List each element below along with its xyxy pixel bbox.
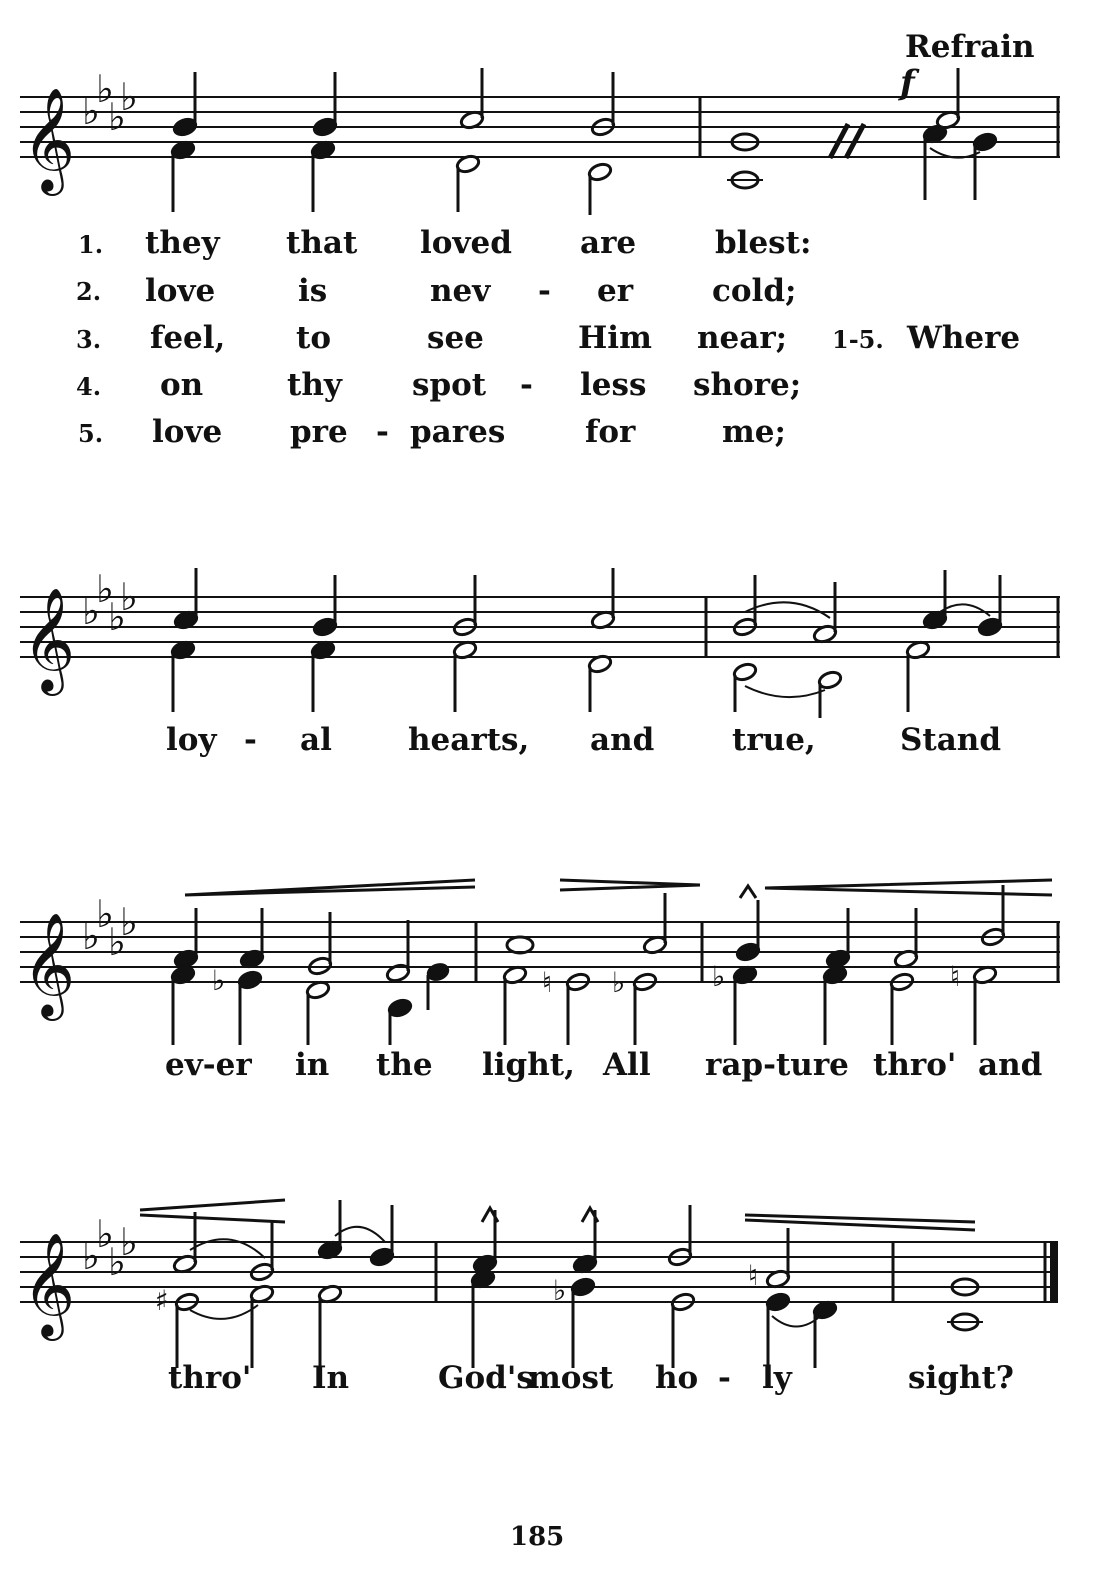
lyric-word: to	[296, 320, 331, 356]
key-signature-flats	[82, 567, 138, 639]
svg-text:♭: ♭	[108, 595, 126, 639]
lyric-word: cold;	[712, 273, 797, 309]
svg-text:♭: ♭	[120, 900, 138, 944]
lyric-word: All	[603, 1047, 651, 1083]
lyric-word: that	[286, 225, 358, 261]
lyric-word: is	[298, 273, 328, 309]
lyric-hyphen: -	[718, 1360, 731, 1396]
lyric-word: true,	[732, 722, 816, 758]
lyric-hyphen: -	[520, 367, 533, 403]
lyric-word: love	[145, 273, 216, 309]
lyric-word: Stand	[900, 722, 1002, 758]
lyric-word: and	[978, 1047, 1043, 1083]
treble-clef-icon: 𝄞	[22, 587, 76, 692]
lyric-word: nev	[430, 273, 491, 309]
lyric-word: they	[145, 225, 220, 261]
lyric-word: ev-er	[165, 1047, 252, 1083]
svg-text:♭: ♭	[82, 589, 100, 633]
staff-system-3	[0, 870, 1102, 1060]
lyric-word: shore;	[693, 367, 802, 403]
hairpin-decrescendo	[140, 1200, 975, 1230]
lyric-word: are	[580, 225, 637, 261]
dynamic-forte: f	[900, 63, 915, 103]
lyric-word: for	[585, 414, 636, 450]
svg-text:♭: ♭	[120, 575, 138, 619]
lyric-word: loy	[166, 722, 217, 758]
key-signature-flats	[82, 1212, 138, 1284]
lyric-word: In	[312, 1360, 350, 1396]
lyric-word: Him	[578, 320, 652, 356]
lyric-word: pre	[290, 414, 348, 450]
lyric-word: feel,	[150, 320, 226, 356]
verse-number: 2.	[76, 277, 102, 306]
page-number: 185	[510, 1522, 565, 1552]
svg-text:♭: ♭	[96, 567, 114, 611]
svg-text:♭: ♭	[212, 964, 226, 997]
lyric-word: light,	[482, 1047, 575, 1083]
svg-text:♮: ♮	[748, 1259, 759, 1292]
svg-text:♭: ♭	[96, 892, 114, 936]
lyric-word: God's	[438, 1360, 534, 1396]
lyric-hyphen: -	[244, 722, 257, 758]
lyric-word: ho	[655, 1360, 699, 1396]
svg-text:♭: ♭	[120, 75, 138, 119]
svg-text:♭: ♭	[108, 920, 126, 964]
svg-text:♭: ♭	[553, 1274, 567, 1307]
treble-clef-icon: 𝄞	[22, 87, 76, 192]
svg-text:♭: ♭	[120, 1220, 138, 1264]
lyric-word: see	[427, 320, 484, 356]
verse-number: 3.	[76, 325, 102, 354]
svg-text:♭: ♭	[108, 1240, 126, 1284]
lyric-word: the	[376, 1047, 433, 1083]
treble-clef-icon: 𝄞	[22, 1232, 76, 1337]
lyric-word: rap-ture	[705, 1047, 849, 1083]
key-signature-flats	[82, 67, 138, 139]
svg-text:♭: ♭	[82, 1234, 100, 1278]
lyric-word: sight?	[908, 1360, 1014, 1396]
lyric-hyphen: -	[538, 273, 551, 309]
svg-text:♭: ♭	[612, 966, 626, 999]
refrain-verses-marker: 1-5.	[832, 325, 884, 354]
hairpin-crescendo	[185, 880, 1052, 895]
lyric-hyphen: -	[376, 414, 389, 450]
lyric-word: thro'	[873, 1047, 957, 1083]
lyric-word: pares	[410, 414, 506, 450]
svg-text:♯: ♯	[155, 1284, 169, 1317]
svg-text:♭: ♭	[712, 960, 726, 993]
lyric-word: loved	[420, 225, 512, 261]
lyric-word: al	[300, 722, 332, 758]
lyric-word: thy	[287, 367, 342, 403]
verse-number: 4.	[76, 372, 102, 401]
staff-system-2	[0, 555, 1102, 735]
lyric-word: less	[580, 367, 647, 403]
lyric-word: blest:	[715, 225, 812, 261]
svg-text:♭: ♭	[96, 67, 114, 111]
svg-text:♮: ♮	[542, 966, 553, 999]
lyric-word: Where	[907, 320, 1021, 356]
verse-number: 5.	[78, 419, 104, 448]
lyric-word: hearts,	[408, 722, 530, 758]
refrain-label: Refrain	[905, 29, 1035, 65]
lyric-word: love	[152, 414, 223, 450]
treble-clef-icon: 𝄞	[22, 912, 76, 1017]
svg-text:♭: ♭	[96, 1212, 114, 1256]
lyric-word: er	[597, 273, 634, 309]
key-signature-flats	[82, 892, 138, 964]
lyric-word: and	[590, 722, 655, 758]
svg-text:♭: ♭	[108, 95, 126, 139]
verse-number: 1.	[78, 230, 104, 259]
lyric-word: spot	[412, 367, 487, 403]
lyric-word: near;	[697, 320, 788, 356]
lyric-word: in	[295, 1047, 330, 1083]
lyric-word: on	[160, 367, 204, 403]
svg-text:♭: ♭	[82, 89, 100, 133]
svg-text:♭: ♭	[82, 914, 100, 958]
lyric-word: thro'	[168, 1360, 252, 1396]
lyric-word: me;	[722, 414, 786, 450]
lyric-word: most	[528, 1360, 614, 1396]
svg-text:♮: ♮	[950, 960, 961, 993]
lyric-word: ly	[762, 1360, 792, 1396]
